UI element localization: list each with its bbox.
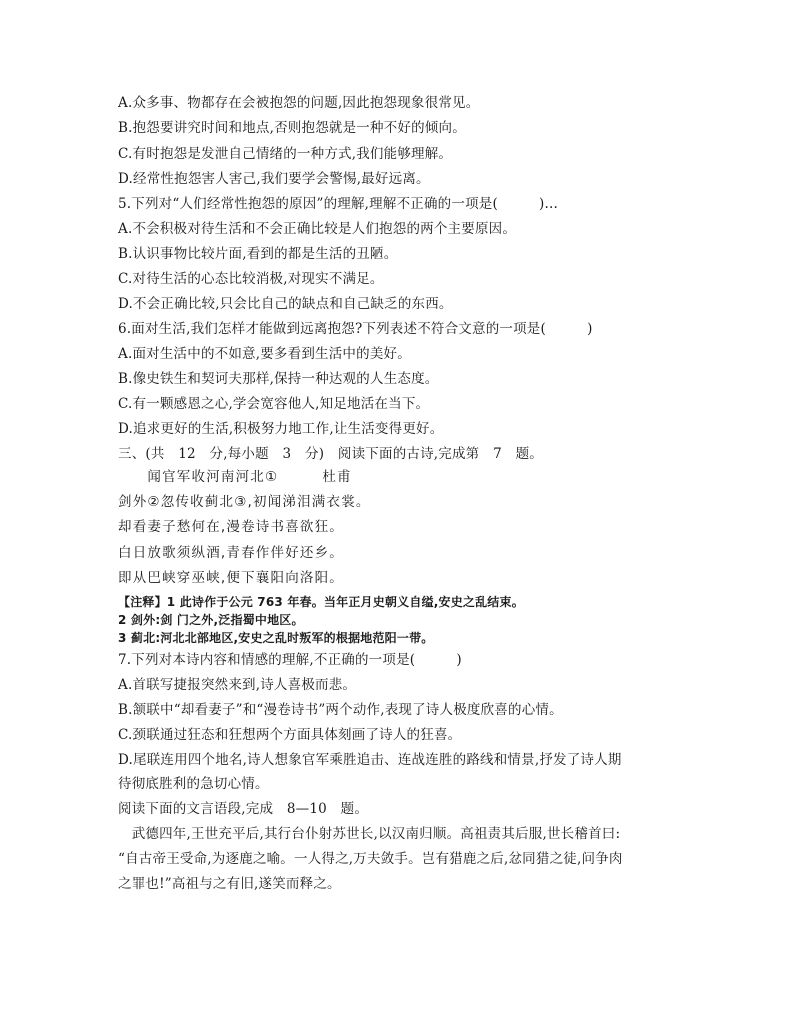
option-5a: A.不会积极对待生活和不会正确比较是人们抱怨的两个主要原因。 xyxy=(118,221,517,237)
classical-passage-line-1: 武德四年,王世充平后,其行台仆射苏世长,以汉南归顺。高祖责其后服,世长稽首曰: xyxy=(118,826,621,842)
option-6a: A.面对生活中的不如意,要多看到生活中的美好。 xyxy=(118,346,411,362)
question-7: 7.下列对本诗内容和情感的理解,不正确的一项是( ) xyxy=(118,652,462,668)
question-5: 5.下列对“人们经常性抱怨的原因”的理解,理解不正确的一项是( )... xyxy=(118,196,558,212)
classical-passage-line-3: 之罪也!”高祖与之有旧,遂笑而释之。 xyxy=(118,876,341,892)
annotation-2: 2 剑外:剑 门之外,泛指蜀中地区。 xyxy=(118,613,304,627)
classical-reading-heading: 阅读下面的文言语段,完成 8—10 题。 xyxy=(118,801,369,817)
classical-passage-line-2: “自古帝王受命,为逐鹿之喻。一人得之,万夫敛手。岂有猎鹿之后,忿同猎之徒,问争肉 xyxy=(118,851,623,867)
option-7d-cont: 待彻底胜利的急切心情。 xyxy=(118,776,269,792)
option-7c: C.颈联通过狂态和狂想两个方面具体刻画了诗人的狂喜。 xyxy=(118,727,462,743)
option-4a: A.众多事、物都存在会被抱怨的问题,因此抱怨现象很常见。 xyxy=(118,95,480,111)
question-6: 6.面对生活,我们怎样才能做到远离抱怨?下列表述不符合文意的一项是( ) xyxy=(118,321,593,337)
option-5c: C.对待生活的心态比较消极,对现实不满足。 xyxy=(118,271,384,287)
poem-line-2: 却看妻子愁何在,漫卷诗书喜欲狂。 xyxy=(118,519,344,535)
poem-line-1: 剑外②忽传收蓟北③,初闻涕泪满衣裳。 xyxy=(118,494,371,510)
option-5d: D.不会正确比较,只会比自己的缺点和自己缺乏的东西。 xyxy=(118,296,453,312)
option-6b: B.像史铁生和契诃夫那样,保持一种达观的人生态度。 xyxy=(118,371,439,387)
annotation-3: 3 蓟北:河北北部地区,安史之乱时叛军的根据地范阳一带。 xyxy=(118,631,434,645)
option-6c: C.有一颗感恩之心,学会宽容他人,知足地活在当下。 xyxy=(118,396,430,412)
option-7a: A.首联写捷报突然来到,诗人喜极而悲。 xyxy=(118,677,357,693)
option-4b: B.抱怨要讲究时间和地点,否则抱怨就是一种不好的倾向。 xyxy=(118,120,466,136)
poem-line-3: 白日放歌须纵酒,青春作伴好还乡。 xyxy=(118,545,344,561)
option-4d: D.经常性抱怨害人害己,我们要学会警惕,最好远离。 xyxy=(118,171,430,187)
option-6d: D.追求更好的生活,积极努力地工作,让生活变得更好。 xyxy=(118,421,444,437)
option-7d: D.尾联连用四个地名,诗人想象官军乘胜追击、连战连胜的路线和情景,抒发了诗人期 xyxy=(118,752,622,768)
option-7b: B.颔联中“却看妻子”和“漫卷诗书”两个动作,表现了诗人极度欣喜的心情。 xyxy=(118,702,563,718)
option-4c: C.有时抱怨是发泄自己情绪的一种方式,我们能够理解。 xyxy=(118,146,453,162)
option-5b: B.认识事物比较片面,看到的都是生活的丑陋。 xyxy=(118,246,398,262)
section-3-heading: 三、(共 12 分,每小题 3 分) 阅读下面的古诗,完成第 7 题。 xyxy=(118,446,543,462)
poem-title: 闻官军收河南河北① 杜甫 xyxy=(118,469,352,485)
poem-line-4: 即从巴峡穿巫峡,便下襄阳向洛阳。 xyxy=(118,570,344,586)
annotation-1: 【注释】1 此诗作于公元 763 年春。当年正月史朝义自缢,安史之乱结束。 xyxy=(118,595,524,609)
